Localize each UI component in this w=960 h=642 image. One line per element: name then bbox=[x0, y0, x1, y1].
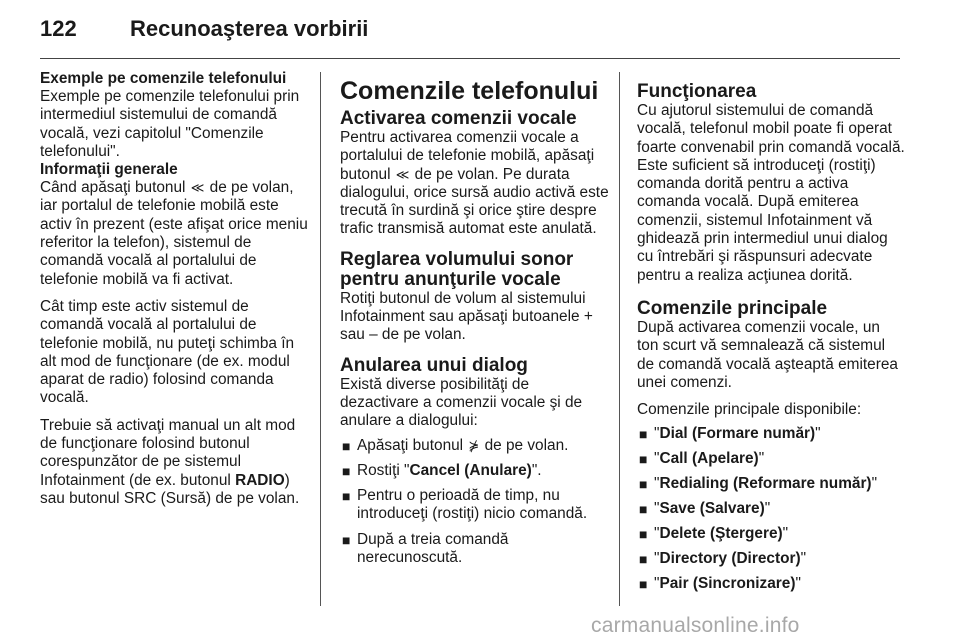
page-title: Recunoaşterea vorbirii bbox=[130, 16, 369, 41]
heading-activate-voice: Activarea comenzii vocale bbox=[340, 108, 577, 129]
bullet-icon: ■ bbox=[639, 451, 648, 468]
cancel-options-list bbox=[340, 437, 612, 568]
paragraph-function: Cu ajutorul sistemului de comandă vocală, telefonul mobil poate fi operat foarte convenabil prin comandă vocală. Este suficient să introduceţi (rostiţi) comanda dorită pentru a activa comanda vocală. După emiterea comenzii, sistemul Infotainment vă ghidează prin intermediul unui dialog cu întrebări şi răspunsuri adecvate pentru a realiza acţiunea dorită. bbox=[637, 102, 905, 284]
subheading-phone-command-examples: Exemple pe comenzile telefonului bbox=[40, 70, 287, 87]
paragraph-main-commands: După activarea comenzii vocale, un ton scurt vă semnalează că sistemul de comandă vocală aşteaptă emiterea unei comenzi. bbox=[637, 318, 898, 391]
header-divider bbox=[40, 58, 900, 59]
list-item: ■ "Call (Apelare)" bbox=[639, 450, 765, 468]
section-heading-phone-commands: Comenzile telefonului bbox=[340, 77, 599, 105]
list-item: ■ "Dial (Formare număr)" bbox=[639, 425, 821, 443]
column-divider-1 bbox=[320, 72, 321, 606]
voice-button-icon: ≪ bbox=[190, 180, 205, 196]
command-dial: Dial (Formare număr) bbox=[659, 425, 816, 443]
list-item: ■ După a treia comandă nerecunoscută. bbox=[342, 530, 509, 567]
list-item: ■ Apăsaţi butonul ⋡ de pe volan. bbox=[342, 436, 569, 454]
bullet-icon: ■ bbox=[639, 426, 648, 443]
list-item: ■ "Save (Salvare)" bbox=[639, 500, 771, 518]
bullet-icon: ■ bbox=[639, 551, 648, 568]
command-save: Save (Salvare) bbox=[659, 500, 765, 518]
bullet-icon: ■ bbox=[639, 476, 648, 493]
heading-cancel-dialog: Anularea unui dialog bbox=[340, 354, 528, 376]
heading-volume: Reglarea volumului sonor pentru anunţurile vocale bbox=[340, 248, 574, 290]
command-pair: Pair (Sincronizare) bbox=[659, 575, 796, 593]
heading-function: Funcţionarea bbox=[637, 81, 757, 102]
command-directory: Directory (Director) bbox=[659, 550, 801, 568]
paragraph-volume: Rotiţi butonul de volum al sistemului Infotainment sau apăsaţi butoanele + sau – de pe volan. bbox=[340, 289, 593, 344]
paragraph-activate-voice: Pentru activarea comenzii vocale a portalului de telefonie mobilă, apăsaţi butonul ≪ de pe volan. Pe durata dialogului, orice sursă audio activă este trecută în surdină şi orice ştire despre trafic transmisă automat este anulată. bbox=[340, 129, 609, 238]
command-call: Call (Apelare) bbox=[659, 450, 759, 468]
radio-button-label: RADIO bbox=[235, 471, 285, 489]
list-item: ■ "Redialing (Reformare număr)" bbox=[639, 475, 878, 493]
paragraph-cancel-dialog: Există diverse posibilităţi de dezactivare a comenzii vocale şi de anulare a dialogului: bbox=[340, 375, 583, 430]
hang-up-button-icon: ⋡ bbox=[468, 437, 480, 453]
paragraph-available-commands: Comenzile principale disponibile: bbox=[637, 401, 862, 419]
command-cancel: Cancel (Anulare) bbox=[409, 461, 532, 479]
column-divider-2 bbox=[619, 72, 620, 606]
list-item: ■ Rostiţi "Cancel (Anulare)". bbox=[342, 461, 542, 479]
list-item: ■ Pentru o perioadă de timp, nu introduceţi (rostiţi) nicio comandă. bbox=[342, 487, 588, 523]
column-2 bbox=[340, 70, 612, 574]
bullet-icon: ■ bbox=[639, 576, 648, 593]
list-item: ■ "Directory (Director)" bbox=[639, 550, 807, 568]
main-commands-list bbox=[637, 425, 905, 593]
watermark: carmanualsonline.info bbox=[591, 614, 800, 637]
column-1 bbox=[40, 70, 310, 508]
list-item: ■ "Delete (Ştergere)" bbox=[639, 525, 789, 543]
command-delete: Delete (Ştergere) bbox=[659, 525, 783, 543]
heading-main-commands: Comenzile principale bbox=[637, 297, 828, 319]
page-header bbox=[40, 14, 920, 50]
bullet-icon: ■ bbox=[342, 531, 351, 548]
voice-button-icon: ≪ bbox=[395, 166, 410, 182]
bullet-icon: ■ bbox=[639, 526, 648, 543]
paragraph-general-info: Când apăsaţi butonul ≪ de pe volan, iar portalul de telefonie mobilă este activ în prezent (este afişat orice meniu referitor la telefon), sistemul de comandă vocală al portalului de telefonie mobilă va fi activat. bbox=[40, 179, 308, 288]
bullet-icon: ■ bbox=[342, 437, 351, 454]
bullet-icon: ■ bbox=[639, 501, 648, 518]
paragraph-mode-switch: Cât timp este activ sistemul de comandă vocală al portalului de telefonie mobilă, nu puteţi schimba în alt mod de funcţionare (de ex. modul aparat de radio) folosind comanda vocală. bbox=[40, 297, 295, 407]
command-redialing: Redialing (Reformare număr) bbox=[659, 475, 872, 493]
bullet-icon: ■ bbox=[342, 462, 351, 479]
list-item: ■ "Pair (Sincronizare)" bbox=[639, 575, 801, 593]
bullet-icon: ■ bbox=[342, 488, 351, 505]
paragraph-examples: Exemple pe comenzile telefonului prin intermediul sistemului de comandă vocală, vezi capitolul "Comenzile telefonului". bbox=[40, 88, 300, 160]
paragraph-manual-activation: Trebuie să activaţi manual un alt mod de funcţionare folosind butonul corespunzător de pe sistemul Infotainment (de ex. butonul RADIO) sau butonul SRC (Sursă) de pe volan. bbox=[40, 416, 300, 507]
column-3 bbox=[637, 70, 905, 600]
subheading-general-info: Informaţii generale bbox=[40, 161, 178, 179]
page-number: 122 bbox=[40, 16, 77, 41]
